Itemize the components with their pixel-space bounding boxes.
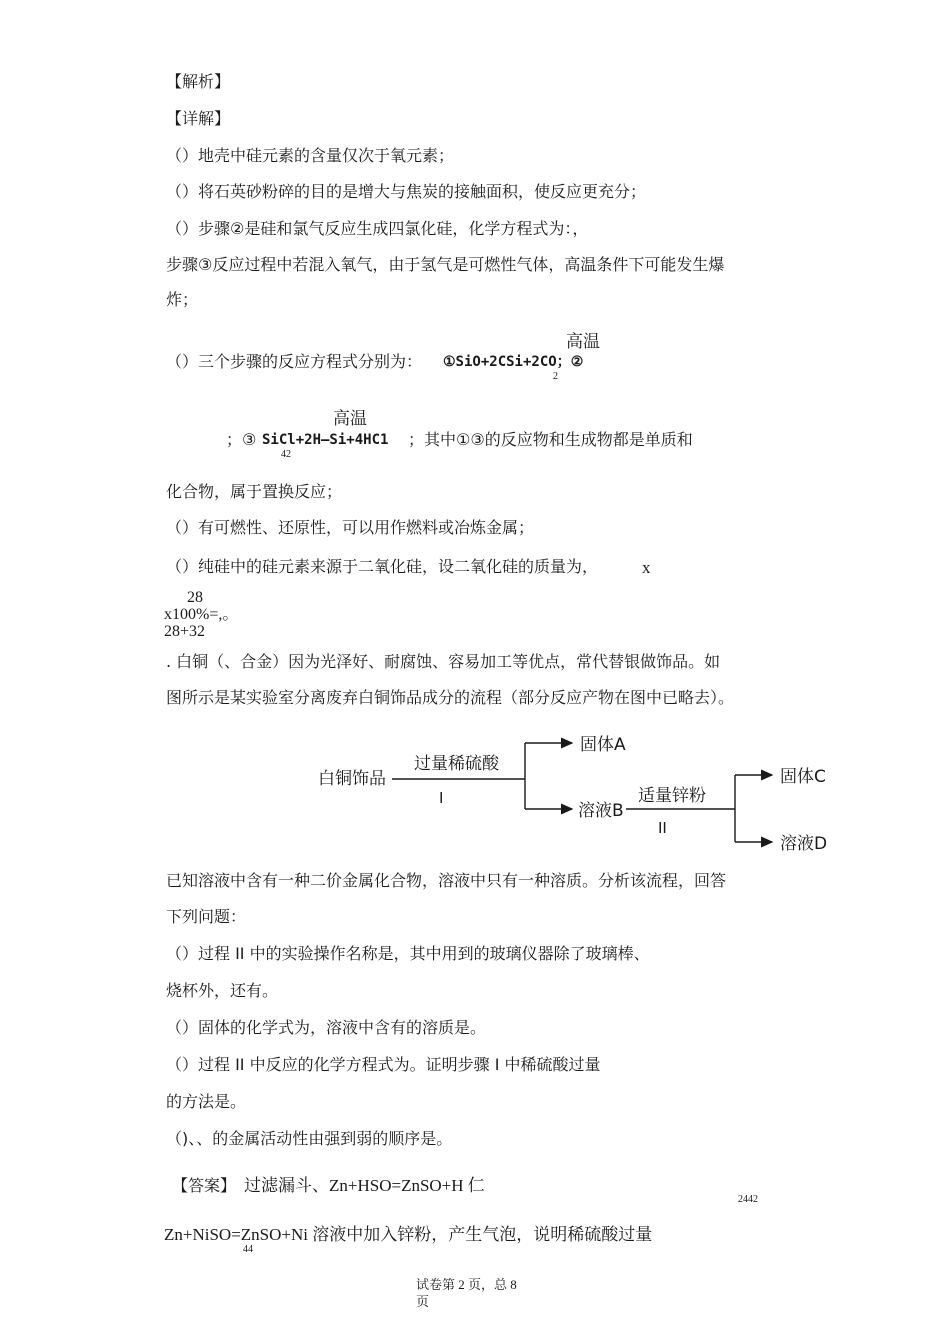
answer-text-1: 过滤漏斗、Zn+HSO=ZnSO+H 仁 <box>244 1176 485 1195</box>
analysis-q6: （）纯硅中的硅元素来源于二氧化硅，设二氧化硅的质量为， <box>166 557 599 576</box>
problem-part3-a: （）过程 II 中反应的化学方程式为。证明步骤 I 中稀硫酸过量 <box>166 1055 601 1074</box>
page-footer-line-1: 试卷第 2 页，总 8 <box>416 1277 517 1292</box>
detail-heading: 【详解】 <box>166 109 231 128</box>
analysis-q5: （）有可燃性、还原性，可以用作燃料或冶炼金属； <box>166 518 535 537</box>
flow-output-b: 溶液B <box>578 801 624 821</box>
flow-output-d: 溶液D <box>780 834 828 854</box>
problem-part3-b: 的方法是。 <box>166 1092 247 1111</box>
fraction-numerator: 28 <box>187 589 203 606</box>
separation-flow-diagram <box>310 725 850 860</box>
problem-part4: （)、、的金属活动性由强到弱的顺序是。 <box>166 1129 453 1148</box>
equation-1-subscript: 2 <box>553 371 558 382</box>
analysis-q4-cont: 化合物，属于置换反应； <box>166 482 343 501</box>
problem-part1-b: 烧杯外，还有。 <box>166 981 279 1000</box>
problem-part1-a: （）过程 II 中的实验操作名称是，其中用到的玻璃仪器除了玻璃棒、 <box>166 944 650 963</box>
problem-part2: （）固体的化学式为，溶液中含有的溶质是。 <box>166 1018 487 1037</box>
analysis-q1: （）地壳中硅元素的含量仅次于氧元素； <box>166 146 455 165</box>
fraction-denominator: 28+32 <box>164 623 206 640</box>
equation-3: SiCl+2H—Si+4HC1 <box>262 432 389 448</box>
fraction-expression: x100%=,。 <box>164 606 239 623</box>
analysis-q6-variable: x <box>642 558 651 577</box>
condition-high-temp-2: 高温 <box>333 409 367 428</box>
flow-output-c: 固体C <box>780 767 826 787</box>
analysis-q2: （）将石英砂粉碎的目的是增大与焦炭的接触面积，使反应更充分； <box>166 182 647 201</box>
problem-given-2: 下列问题： <box>166 907 247 926</box>
answer-text-2: Zn+NiSO=ZnSO+Ni 溶液中加入锌粉，产生气泡，说明稀硫酸过量 <box>164 1225 653 1244</box>
equation-3-suffix: ；其中①③的反应物和生成物都是单质和 <box>408 430 693 449</box>
answer-label: 【答案】 <box>172 1176 237 1195</box>
equation-3-prefix: ；③ <box>226 430 257 449</box>
page-footer-line-2: 页 <box>416 1294 430 1309</box>
analysis-q3-cont-1: 步骤③反应过程中若混入氧气，由于氢气是可燃性气体，高温条件下可能发生爆 <box>166 255 725 274</box>
answer-subscripts-1: 2442 <box>738 1194 758 1205</box>
flow-start-label: 白铜饰品 <box>318 769 386 789</box>
problem-intro-2: 图所示是某实验室分离废弃白铜饰品成分的流程（部分反应产物在图中已略去）。 <box>166 688 735 707</box>
analysis-heading: 【解析】 <box>166 72 231 91</box>
flow-step2-label: II <box>658 819 667 837</box>
analysis-q3: （）步骤②是硅和氯气反应生成四氯化硅，化学方程式为：， <box>166 219 589 238</box>
condition-high-temp-1: 高温 <box>566 332 600 351</box>
equation-3-subscript: 42 <box>281 449 291 460</box>
problem-intro-1: . 白铜（、合金）因为光泽好、耐腐蚀、容易加工等优点，常代替银做饰品。如 <box>166 652 721 671</box>
answer-subscripts-2: 44 <box>243 1244 253 1255</box>
flow-step1-reagent: 过量稀硫酸 <box>414 754 499 774</box>
analysis-q4-prefix: （）三个步骤的反应方程式分别为： <box>166 352 423 371</box>
problem-given-1: 已知溶液中含有一种二价金属化合物，溶液中只有一种溶质。分析该流程，回答 <box>166 871 727 890</box>
equation-1: ①SiO+2CSi+2CO；② <box>443 354 584 370</box>
flow-step2-reagent: 适量锌粉 <box>638 786 706 806</box>
analysis-q3-cont-2: 炸； <box>166 290 199 309</box>
flow-output-a: 固体A <box>580 735 626 755</box>
flow-step1-label: I <box>439 789 444 807</box>
